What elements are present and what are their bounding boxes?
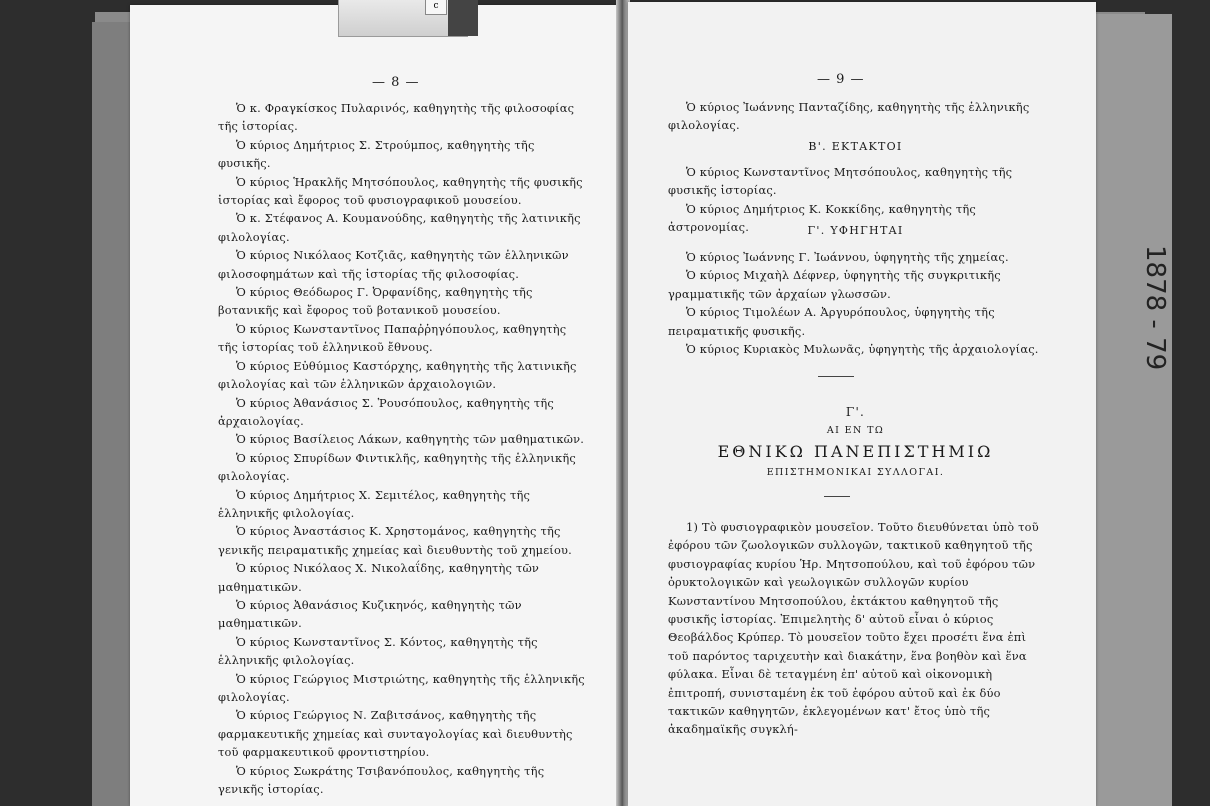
faculty-entry: Ὁ κύριος Ἀθανάσιος Σ. Ῥουσόπουλος, καθηγητὴς τῆς ἀρχαιολογίας.	[218, 395, 554, 428]
faculty-entry: Ὁ κύριος Ἡρακλῆς Μητσόπουλος, καθηγητὴς τῆς φυσικῆς ἱστορίας καὶ ἔφορος τοῦ φυσιογραφικοῦ μουσείου.	[218, 174, 583, 208]
divider-rule-2	[824, 496, 850, 497]
right-top-block	[668, 98, 1043, 135]
faculty-entry: Ὁ κύριος Ἀναστάσιος Κ. Χρηστομάνος, καθηγητὴς τῆς γενικῆς πειραματικῆς χημείας καὶ διευθυντὴς τοῦ χημείου.	[218, 524, 572, 557]
lecturer-entry: Ὁ κύριος Κυριακὸς Μυλωνᾶς, ὑφηγητὴς τῆς ἀρχαιολογίας.	[686, 342, 1039, 357]
faculty-entry: Ὁ κύριος Κωνσταντῖνος Παπαῤῥηγόπουλος, καθηγητὴς τῆς ἱστορίας τοῦ ἑλληνικοῦ ἔθνους.	[218, 321, 567, 355]
faculty-entry: Ὁ κύριος Σωκράτης Τσιβανόπουλος, καθηγητὴς τῆς γενικῆς ἱστορίας.	[218, 763, 545, 797]
faculty-entry: Ὁ κύριος Νικόλαος Κοτζιᾶς, καθηγητὴς τῶν ἑλληνικῶν φιλοσοφημάτων καὶ τῆς ἱστορίας τῆς φιλοσοφίας.	[218, 248, 569, 281]
section-b-heading: Β'. ΕΚΤΑΚΤΟΙ	[808, 140, 903, 153]
lecturer-entry: Ὁ κύριος Τιμολέων Α. Ἀργυρόπουλος, ὑφηγητὴς τῆς πειραματικῆς φυσικῆς.	[668, 305, 995, 338]
part-subtitle: ΕΠΙΣΤΗΜΟΝΙΚΑΙ ΣΥΛΛΟΓΑΙ.	[766, 467, 945, 478]
section-g-list	[668, 248, 1043, 358]
part-title: ΕΘΝΙΚΩ ΠΑΝΕΠΙΣΤΗΜΙΩ	[717, 442, 994, 461]
clip-tab: c	[425, 0, 447, 15]
extraordinary-professor-entry: Ὁ κύριος Κωνσταντῖνος Μητσόπουλος, καθηγητὴς τῆς φυσικῆς ἱστορίας.	[668, 165, 1013, 198]
left-page-number: — 8 —	[372, 75, 420, 90]
faculty-entry: Ὁ κ. Στέφανος Α. Κουμανούδης, καθηγητὴς τῆς λατινικῆς φιλολογίας.	[218, 211, 581, 244]
part-subheading: ΑΙ ΕΝ ΤΩ	[826, 425, 885, 436]
faculty-entry: Ὁ κ. Φραγκίσκος Πυλαρινός, καθηγητὴς τῆς φιλοσοφίας τῆς ἱστορίας.	[218, 101, 575, 134]
faculty-entry: Ὁ κύριος Βασίλειος Λάκων, καθηγητὴς τῶν μαθηματικῶν.	[236, 432, 585, 447]
clip-shadow	[448, 0, 478, 36]
right-page	[628, 2, 1096, 806]
right-page-number: — 9 —	[817, 72, 865, 87]
handwritten-year-note	[1070, 245, 1180, 295]
board-right-edge	[1092, 14, 1172, 806]
faculty-entry: Ὁ κύριος Κωνσταντῖνος Σ. Κόντος, καθηγητὴς τῆς ἑλληνικῆς φιλολογίας.	[218, 634, 538, 668]
faculty-entry: Ὁ κύριος Δημήτριος Χ. Σεμιτέλος, καθηγητὴς τῆς ἑλληνικῆς φιλολογίας.	[218, 487, 531, 520]
left-page-body	[218, 99, 586, 798]
faculty-entry: Ὁ κύριος Δημήτριος Σ. Στρούμπος, καθηγητὴς τῆς φυσικῆς.	[218, 137, 535, 171]
board-left-edge	[92, 22, 132, 806]
left-page	[130, 5, 618, 806]
faculty-entry: Ὁ κύριος Νικόλαος Χ. Νικολαΐδης, καθηγητὴς τῶν μαθηματικῶν.	[218, 561, 540, 594]
divider-rule-1	[818, 376, 854, 377]
museum-paragraph: 1) Τὸ φυσιογραφικὸν μουσεῖον. Τοῦτο διευθύνεται ὑπὸ τοῦ ἐφόρου τῶν ζωολογικῶν συλλογῶν, τακτικοῦ καθηγητοῦ τῆς φυσιογραφίας κυρίου Ἡρ. Μητσοπούλου, καὶ τοῦ ἐφόρου τῶν ὀρυκτολογικῶν καὶ γεωλογικῶν συλλογῶν κυρίου Κωνσταντίνου Μητσοπούλου, ἐκτάκτου καθηγητοῦ τῆς φυσικῆς ἱστορίας. Ἐπιμελητὴς δ' αὐτοῦ εἶναι ὁ κύριος Θεοβάλδος Κρύπερ. Τὸ μουσεῖον τοῦτο ἔχει προσέτι ἕνα ἐπὶ τοῦ παρόντος ταριχευτὴν καὶ διακάτην, ἕνα βοηθὸν καὶ ἕνα φύλακα. Εἶναι δὲ τεταγμένη ἐπ' αὐτοῦ καὶ οἰκονομικὴ ἐπιτροπή, συνισταμένη ἐκ τοῦ ἐφόρου αὐτοῦ καὶ ἐκ δύο τακτικῶν καθηγητῶν, ἐκλεγομένων κατ' ἔτος ὑπὸ τῆς ἀκαδημαϊκῆς συγκλή-	[668, 520, 1039, 737]
museum-paragraph-block	[668, 518, 1043, 739]
section-g-heading: Γ'. ΥΦΗΓΗΤΑΙ	[807, 224, 904, 237]
faculty-entry: Ὁ κύριος Γεώργιος Μιστριώτης, καθηγητὴς τῆς ἑλληνικῆς φιλολογίας.	[218, 671, 585, 704]
lecturer-entry: Ὁ κύριος Μιχαὴλ Δέφνερ, ὑφηγητὴς τῆς συγκριτικῆς γραμματικῆς τῶν ἀρχαίων γλωσσῶν.	[668, 268, 1001, 301]
part-letter: Γ'.	[845, 405, 866, 419]
faculty-entry: Ὁ κύριος Εὐθύμιος Καστόρχης, καθηγητὴς τῆς λατινικῆς φιλολογίας καὶ τῶν ἑλληνικῶν ἀρχαιολογιῶν.	[218, 358, 577, 392]
extraordinary-professor-entry: Ὁ κύριος Δημήτριος Κ. Κοκκίδης, καθηγητὴς τῆς ἀστρονομίας.	[668, 201, 976, 235]
faculty-entry: Ὁ κύριος Ἀθανάσιος Κυζικηνός, καθηγητὴς τῶν μαθηματικῶν.	[218, 597, 522, 631]
right-top-paragraph: Ὁ κύριος Ἰωάννης Πανταζίδης, καθηγητὴς τῆς ἑλληνικῆς φιλολογίας.	[668, 100, 1030, 133]
faculty-entry: Ὁ κύριος Σπυρίδων Φιντικλῆς, καθηγητὴς τῆς ἑλληνικῆς φιλολογίας.	[218, 450, 576, 484]
faculty-entry: Ὁ κύριος Γεώργιος Ν. Ζαβιτσάνος, καθηγητὴς τῆς φαρμακευτικῆς χημείας καὶ συνταγολογίας καὶ διευθυντὴς τοῦ φαρμακευτικοῦ φροντιστηρίου.	[218, 708, 573, 760]
lecturer-entry: Ὁ κύριος Ἰωάννης Γ. Ἰωάννου, ὑφηγητὴς τῆς χημείας.	[686, 250, 1009, 264]
faculty-entry: Ὁ κύριος Θεόδωρος Γ. Ὀρφανίδης, καθηγητὴς τῆς βοτανικῆς καὶ ἔφορος τοῦ βοτανικοῦ μουσείου.	[218, 285, 533, 318]
